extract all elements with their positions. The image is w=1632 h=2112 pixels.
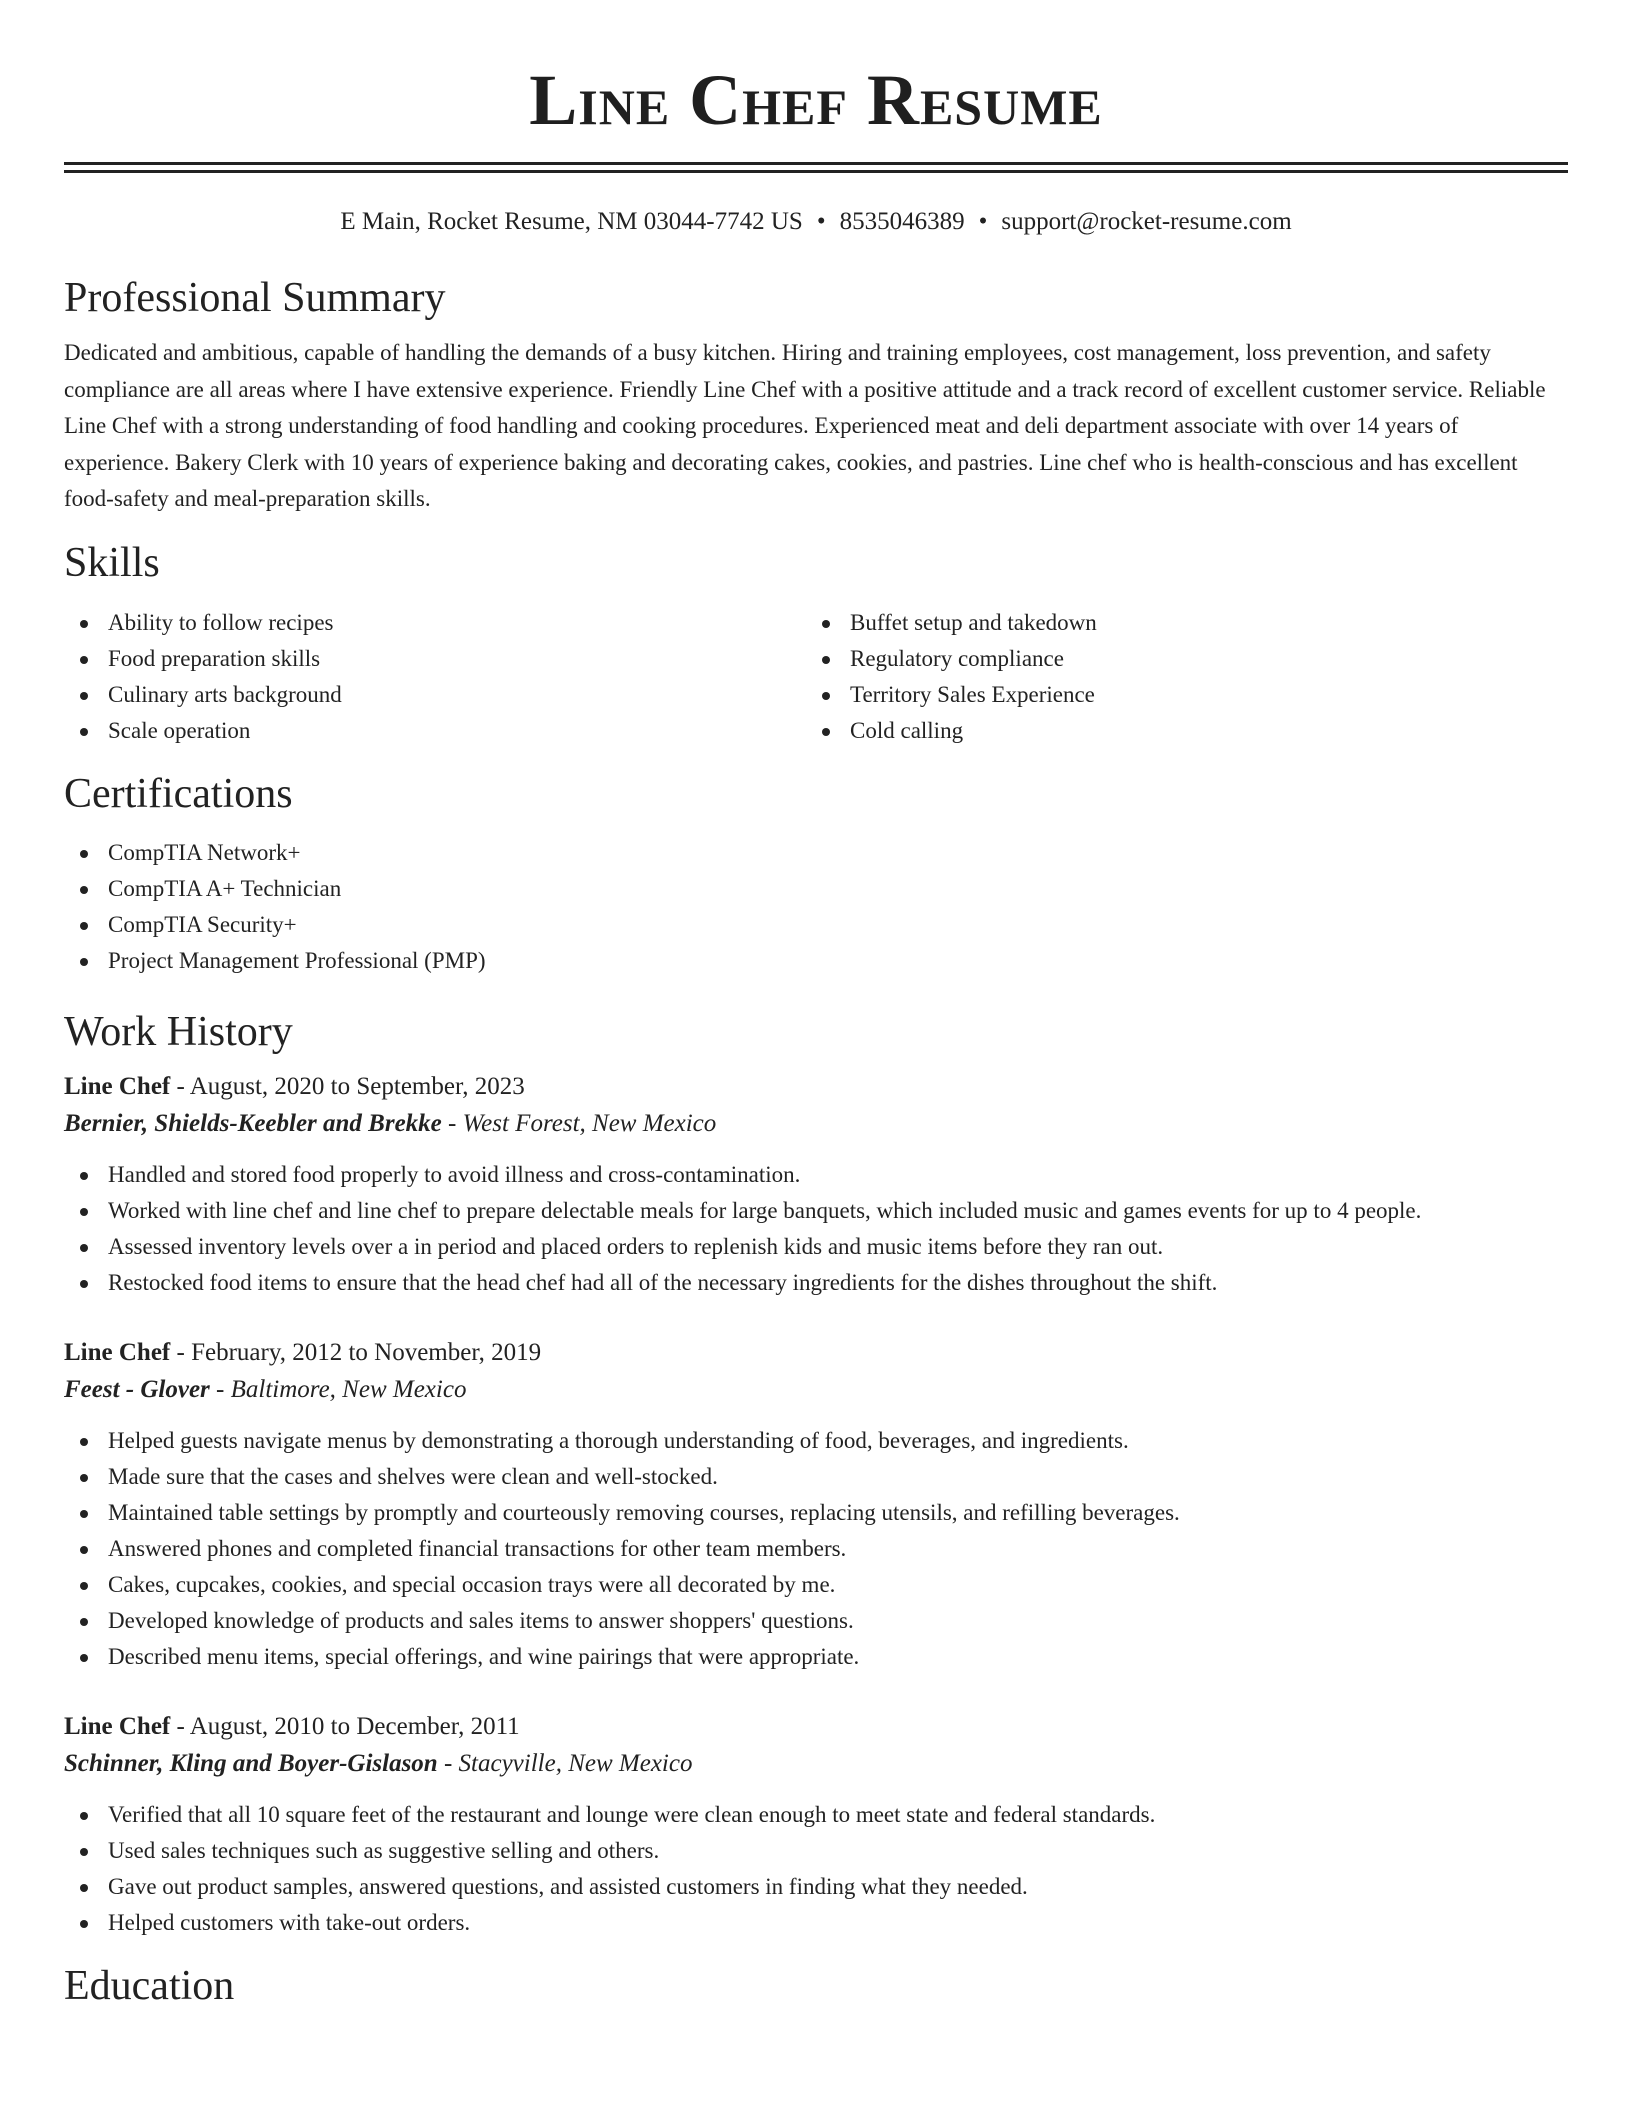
job-duty: Verified that all 10 square feet of the restaurant and lounge were clean enough to meet state and federal standards. [64,1797,1568,1833]
skill-item: Scale operation [64,713,806,749]
job-title-line [64,1069,1568,1105]
job-title-line [64,1335,1568,1371]
job-duty: Helped guests navigate menus by demonstrating a thorough understanding of food, beverages, and ingredients. [64,1423,1568,1459]
job-title-line [64,1709,1568,1745]
job-role: Line Chef [64,1712,171,1740]
job-duty: Assessed inventory levels over a in period and placed orders to replenish kids and music items before they ran out. [64,1229,1568,1265]
skill-item: Food preparation skills [64,641,806,677]
title-divider [64,162,1568,173]
job-duty: Cakes, cupcakes, cookies, and special occasion trays were all decorated by me. [64,1567,1568,1603]
contact-line [64,206,1568,238]
skill-item: Culinary arts background [64,677,806,713]
job-dates: - August, 2020 to September, 2023 [170,1072,525,1100]
contact-separator: • [978,208,988,235]
job-duty: Answered phones and completed financial transactions for other team members. [64,1531,1568,1567]
job-company-line [64,1371,1568,1409]
resume-page [64,0,1568,2011]
job-entry [64,1335,1568,1675]
job-duty: Worked with line chef and line chef to prepare delectable meals for large banquets, which included music and games events for up to 4 people. [64,1193,1568,1229]
job-entry [64,1069,1568,1301]
job-duty: Made sure that the cases and shelves were clean and well-stocked. [64,1459,1568,1495]
job-duty: Described menu items, special offerings, and wine pairings that were appropriate. [64,1639,1568,1675]
contact-address: E Main, Rocket Resume, NM 03044-7742 US [340,208,803,235]
job-duty: Helped customers with take-out orders. [64,1905,1568,1941]
certification-item: Project Management Professional (PMP) [64,943,1568,979]
education-heading: Education [64,1962,235,2009]
job-duties-list [64,1157,1568,1301]
job-duties-list [64,1423,1568,1675]
job-duty: Used sales techniques such as suggestive selling and others. [64,1833,1568,1869]
job-dates: - August, 2010 to December, 2011 [170,1712,520,1740]
skills-list-left [64,605,806,749]
job-role: Line Chef [64,1072,171,1100]
job-duty: Restocked food items to ensure that the head chef had all of the necessary ingredients for the dishes throughout the shift. [64,1265,1568,1301]
skill-item: Ability to follow recipes [64,605,806,641]
skill-item: Cold calling [806,713,1548,749]
job-company: Feest - Glover [64,1375,210,1403]
job-duty: Handled and stored food properly to avoid illness and cross-contamination. [64,1157,1568,1193]
job-location: - Stacyville, New Mexico [437,1749,693,1777]
summary-text: Dedicated and ambitious, capable of handling the demands of a busy kitchen. Hiring and training employees, cost management, loss prevention, and safety compliance are all areas where I have extensive experience. Friendly Line Chef with a positive attitude and a track record of excellent customer service. Reliable Line Chef with a strong understanding of food handling and cooking procedures. Experienced meat and deli department associate with over 14 years of experience. Bakery Clerk with 10 years of experience baking and decorating cakes, cookies, and pastries. Line chef who is health-conscious and has excellent food-safety and meal-preparation skills. [64,340,1546,511]
skill-item: Territory Sales Experience [806,677,1548,713]
contact-phone: 8535046389 [839,208,965,235]
page-title: Line Chef Resume [529,60,1103,140]
job-entry [64,1709,1568,1941]
job-company: Schinner, Kling and Boyer-Gislason [64,1749,438,1777]
job-company-line [64,1105,1568,1143]
work-history-heading: Work History [64,1008,293,1055]
job-location: - Baltimore, New Mexico [209,1375,467,1403]
summary-heading: Professional Summary [64,275,446,321]
contact-email: support@rocket-resume.com [1001,208,1292,235]
job-duty: Gave out product samples, answered questions, and assisted customers in finding what they needed. [64,1869,1568,1905]
certifications-heading: Certifications [64,770,293,817]
job-company: Bernier, Shields-Keebler and Brekke [64,1109,442,1137]
certifications-list [64,835,1568,979]
job-duties-list [64,1797,1568,1941]
job-dates: - February, 2012 to November, 2019 [170,1338,542,1366]
job-role: Line Chef [64,1338,171,1366]
certification-item: CompTIA A+ Technician [64,871,1568,907]
contact-separator: • [816,208,826,235]
skill-item: Buffet setup and takedown [806,605,1548,641]
skills-grid [64,605,1568,749]
job-company-line [64,1745,1568,1783]
job-duty: Maintained table settings by promptly and courteously removing courses, replacing utensils, and refilling beverages. [64,1495,1568,1531]
certification-item: CompTIA Security+ [64,907,1568,943]
skill-item: Regulatory compliance [806,641,1548,677]
job-duty: Developed knowledge of products and sales items to answer shoppers' questions. [64,1603,1568,1639]
certification-item: CompTIA Network+ [64,835,1568,871]
skills-heading: Skills [64,539,160,586]
skills-list-right [806,605,1548,749]
job-location: - West Forest, New Mexico [441,1109,717,1137]
